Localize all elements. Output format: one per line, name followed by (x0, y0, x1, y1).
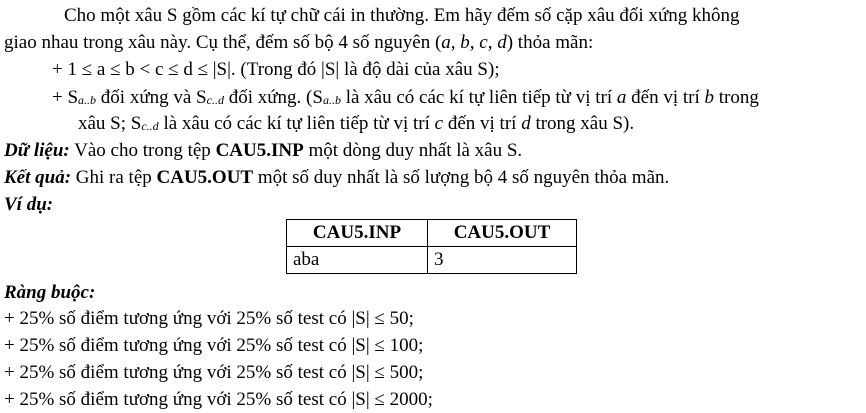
input-description: Dữ liệu: Vào cho trong tệp CAU5.INP một dòng duy nhất là xâu S. (4, 140, 523, 161)
input-label: Dữ liệu: (4, 140, 70, 161)
output-label: Kết quả: (4, 167, 72, 188)
condition-2-continued: xâu S; $S_{c..d}$ là xâu có các kí tự liên tiếp từ vị trí c đến vị trí d trong xâu S). (78, 113, 635, 134)
example-table (286, 219, 577, 274)
condition-1: + 1 ≤ a ≤ b < c ≤ d ≤ |S|. (Trong đó |S| là độ dài của xâu S); (52, 59, 500, 80)
example-label: Ví dụ: (4, 194, 54, 215)
intro-line-1: Cho một xâu S gồm các kí tự chữ cái in thường. Em hãy đếm số cặp xâu đối xứng không (64, 5, 740, 26)
constraint-item: + 25% số điểm tương ứng với 25% số test có |S| ≤ 100; (4, 335, 424, 356)
output-filename: CAU5.OUT (156, 167, 254, 188)
example-table-header (287, 220, 577, 247)
header-input-file: CAU5.INP (287, 220, 428, 247)
example-input-cell: aba (287, 247, 428, 274)
constraint-item: + 25% số điểm tương ứng với 25% số test có |S| ≤ 2000; (4, 389, 433, 410)
header-output-file: CAU5.OUT (428, 220, 577, 247)
condition-2: + $S_{a..b}$ đối xứng và $S_{c..d}$ đối xứng. ($S_{a..b}$ là xâu có các kí tự liên tiếp từ vị trí a đến vị trí b trong (52, 87, 759, 108)
example-output-cell: 3 (428, 247, 577, 274)
constraint-item: + 25% số điểm tương ứng với 25% số test có |S| ≤ 500; (4, 362, 424, 383)
table-row (287, 247, 577, 274)
constraint-item: + 25% số điểm tương ứng với 25% số test có |S| ≤ 50; (4, 308, 414, 329)
output-description: Kết quả: Ghi ra tệp CAU5.OUT một số duy nhất là số lượng bộ 4 số nguyên thỏa mãn. (4, 167, 670, 188)
constraints-label: Ràng buộc: (4, 282, 96, 303)
input-filename: CAU5.INP (215, 140, 304, 161)
intro-line-2: giao nhau trong xâu này. Cụ thể, đếm số bộ 4 số nguyên (a, b, c, d) thỏa mãn: (4, 32, 594, 53)
